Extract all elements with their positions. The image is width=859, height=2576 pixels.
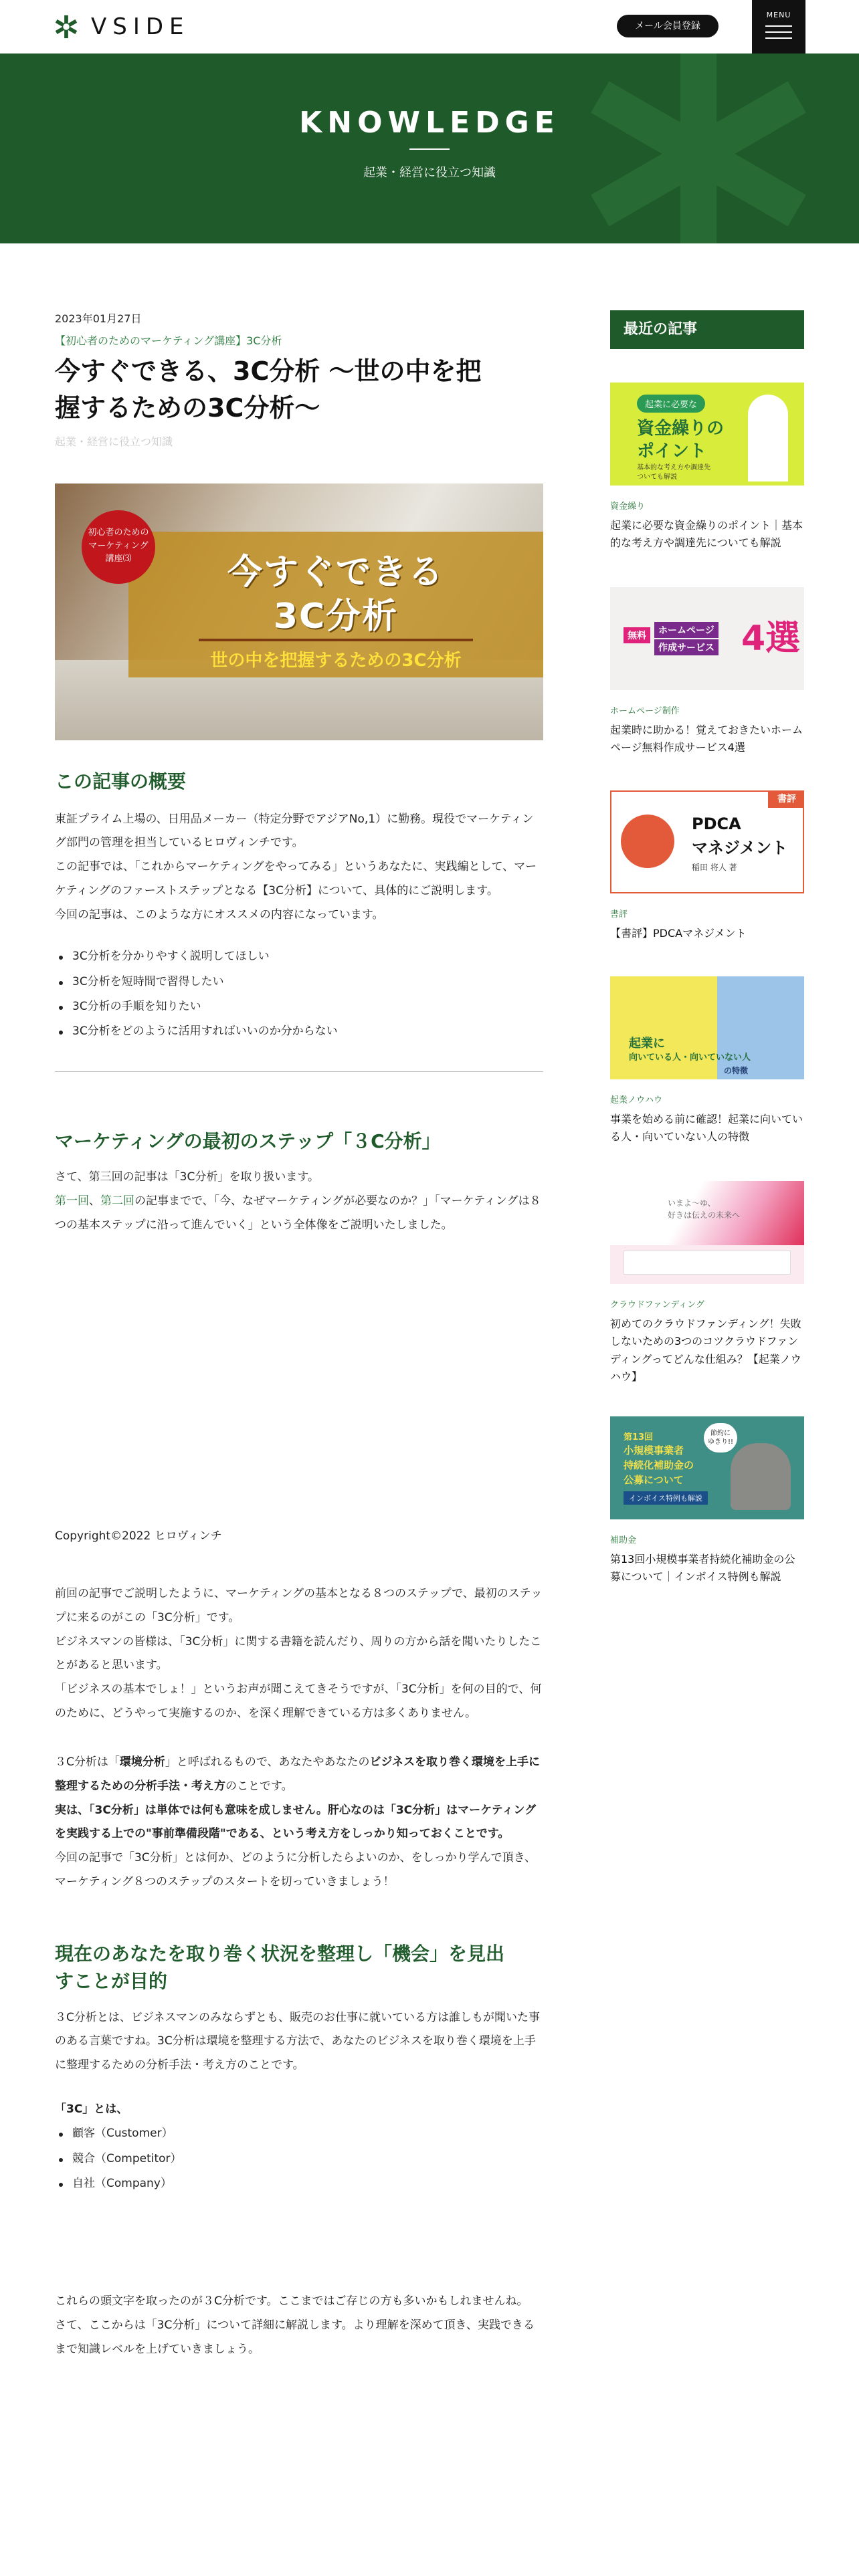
eyecatch-badge-line: マーケティング: [88, 540, 149, 551]
thumb-label: ゆきり!!: [707, 1438, 734, 1446]
post-thumbnail[interactable]: [610, 1181, 804, 1284]
section-heading: マーケティングの最初のステップ「３C分析」: [55, 1130, 441, 1152]
paragraph-text: の記事までで、「今、なぜマーケティングが必要なのか？」「マーケティングは８つの基本ステップに沿って進んでいく」という全体像をご説明いたしました。: [55, 1194, 541, 1232]
recent-post-card[interactable]: [610, 976, 804, 1146]
post-category[interactable]: 資金繰り: [610, 502, 646, 512]
list-title: 「3C」とは、: [55, 2102, 128, 2116]
brand-name: VSIDE: [91, 13, 190, 40]
paragraph: これらの頭文字を取ったのが３C分析です。ここまではご存じの方も多いかもしれませんね。: [55, 2294, 529, 2309]
post-category[interactable]: 補助金: [610, 1535, 637, 1545]
list-item: 3C分析を分かりやすく説明してほしい: [55, 944, 543, 969]
thumb-label: 公募について: [624, 1474, 684, 1486]
thumb-label: マネジメント: [692, 839, 788, 857]
thumb-label: ホームページ: [654, 622, 719, 638]
thumb-label: 稲田 将人 著: [692, 863, 737, 872]
hero-divider: [409, 148, 450, 150]
post-title[interactable]: 事業を始める前に確認！起業に向いている人・向いていない人の特徴: [610, 1113, 803, 1144]
article-title-line2: 握するための3C分析〜: [55, 393, 320, 423]
hero-logo-watermark-icon: [585, 53, 812, 243]
text: 」と呼ばれるもので、あなたやあなたの: [165, 1755, 370, 1769]
post-title[interactable]: 初めてのクラウドファンディング！失敗しないための3つのコツクラウドファンディングってどんな仕組み？【起業ノウハウ】: [610, 1317, 801, 1384]
article-title-line1: 今すぐできる、3C分析 〜世の中を把: [55, 356, 482, 386]
site-header: [0, 0, 859, 53]
post-thumbnail[interactable]: [610, 383, 804, 486]
hamburger-icon-line: [765, 37, 792, 39]
thumb-panel: [624, 1251, 791, 1275]
thumb-label: 起業に必要な: [637, 395, 705, 413]
paragraph: [55, 1751, 543, 1798]
thumb-label: 4選: [741, 619, 801, 659]
emphasis-text: 環境分析: [119, 1755, 165, 1769]
thumb-label: 資金繰りの: [637, 419, 725, 439]
article-date: 2023年01月27日: [55, 312, 142, 325]
paragraph: ビジネスマンの皆様は、「3C分析」に関する書籍を読んだり、周りの方から話を聞いたりしたことがあると思います。: [55, 1634, 542, 1673]
paragraph: 前回の記事でご説明したように、マーケティングの基本となる８つのステップで、最初のステップに来るのがこの「3C分析」です。: [55, 1587, 543, 1624]
link-part1[interactable]: 第一回: [55, 1194, 89, 1208]
eyecatch-rule: [199, 639, 473, 641]
thumb-label: 節約に: [710, 1430, 731, 1437]
thumb-label: 小規模事業者: [624, 1444, 684, 1457]
post-thumbnail[interactable]: [610, 1416, 804, 1519]
emphasis-text: ビジネスを取り巻く環境を上手に整理するための分析手法・考え方: [55, 1755, 541, 1793]
overview-paragraph: 東証プライム上場の、日用品メーカー（特定分野でアジアNo,1）に勤務。現役でマーケティング部門の管理を担当しているヒロヴィンチです。: [55, 812, 534, 850]
divider: [55, 1071, 543, 1072]
menu-label: MENU: [766, 11, 791, 19]
section-heading-line2: すことが目的: [55, 1969, 168, 1992]
thumb-label: 好きは伝えの未来へ: [668, 1210, 741, 1220]
eyecatch-badge-line: 初心者のための: [88, 528, 149, 538]
post-thumbnail[interactable]: [610, 587, 804, 690]
article: [55, 310, 543, 2362]
recent-post-card[interactable]: [610, 1416, 804, 1586]
recent-post-card[interactable]: [610, 587, 804, 757]
list-item: 3C分析をどのように活用すればいいのか分からない: [55, 1019, 543, 1044]
overview-heading: この記事の概要: [55, 770, 187, 793]
link-separator: 、: [89, 1194, 100, 1208]
list-item: 3C分析を短時間で習得したい: [55, 970, 543, 994]
thumb-label: いまよ〜ゆ、: [668, 1198, 716, 1208]
overview-paragraph: この記事では、「これからマーケティングをやってみる」というあなたに、実践編として、マーケティングのファーストステップとなる【3C分析】について、具体的にご説明します。: [55, 860, 537, 897]
pdca-cycle-icon: [621, 815, 674, 868]
article-series-link[interactable]: 【初心者のためのマーケティング講座】3C分析: [55, 334, 282, 347]
thumb-label: PDCA: [692, 815, 741, 833]
thumb-label: 作成サービス: [654, 639, 719, 655]
article-title: [55, 353, 543, 427]
eyecatch-headline-2: 3C分析: [273, 597, 399, 637]
post-title[interactable]: 起業時に助かる！覚えておきたいホームページ無料作成サービス4選: [610, 724, 803, 754]
logo-mark-icon: [54, 14, 79, 39]
list-item: 競合（Competitor）: [55, 2147, 543, 2171]
recent-post-card[interactable]: [610, 790, 804, 942]
elephant-icon: [731, 1443, 791, 1510]
list-item: 3C分析の手順を知りたい: [55, 994, 543, 1019]
hero-title: KNOWLEDGE: [299, 106, 560, 140]
text: ３C分析は「: [55, 1755, 120, 1769]
recent-post-card[interactable]: [610, 1181, 804, 1386]
link-part2[interactable]: 第二回: [100, 1194, 134, 1208]
section-heading-line1: 現在のあなたを取り巻く状況を整理し「機会」を見出: [55, 1943, 505, 1965]
thumb-label: 持続化補助金の: [624, 1459, 694, 1471]
list-item: 顧客（Customer）: [55, 2121, 543, 2146]
eyecatch-headline-1: 今すぐできる: [227, 552, 444, 593]
paragraph: 「ビジネスの基本でしょ！」というお声が聞こえてきそうですが、「3C分析」を何の目的で、何のために、どうやって実施するのか、を深く理解できている方は多くありません。: [55, 1682, 542, 1720]
paragraph: 今回の記事で「3C分析」とは何か、どのように分析したらよいのか、をしっかり学んで頂き、マーケティング８つのステップのスタートを切っていきましょう！: [55, 1851, 537, 1889]
list-item: 自社（Company）: [55, 2171, 543, 2196]
site-logo[interactable]: [54, 13, 190, 40]
eyecatch-subline: 世の中を把握するための3C分析: [210, 651, 462, 671]
hamburger-icon-line: [765, 31, 792, 33]
thumb-label: 向いている人・向いていない人: [629, 1053, 751, 1063]
text: のことです。: [225, 1779, 293, 1793]
menu-button[interactable]: [752, 0, 805, 53]
paragraph: [55, 1190, 543, 1237]
paragraph: ３C分析とは、ビジネスマンのみならずとも、販売のお仕事に就いている方は誰しもが聞いた事のある言葉ですね。3C分析は環境を整理する方法で、あなたのビジネスを取り巻く環境を上手に整理するための分析手法・考え方のことです。: [55, 2010, 541, 2072]
hamburger-icon: [765, 25, 792, 27]
thumb-label: 基本的な考え方や調達先: [637, 464, 710, 471]
emphasis-paragraph: 実は、「3C分析」は単体では何も意味を成しません。肝心なのは「3C分析」はマーケティングを実践する上での"事前準備段階"である、という考え方をしっかり知っておくことです。: [55, 1803, 537, 1841]
register-button[interactable]: メール会員登録: [617, 15, 719, 37]
post-title[interactable]: 起業に必要な資金繰りのポイント｜基本的な考え方や調達先についても解説: [610, 519, 803, 550]
thumb-label: 書評: [768, 790, 804, 808]
thumb-label: 起業に: [629, 1037, 665, 1051]
post-thumbnail[interactable]: [610, 790, 804, 893]
thumb-panel: [717, 976, 804, 1079]
thumb-label: 第13回: [624, 1432, 654, 1442]
post-title[interactable]: 【書評】PDCAマネジメント: [610, 927, 747, 940]
thumb-label: の特徴: [724, 1066, 749, 1075]
sidebar-recent-posts: [610, 310, 804, 1584]
post-thumbnail[interactable]: [610, 976, 804, 1079]
three-c-list: [55, 2121, 543, 2196]
post-category[interactable]: クラウドファンディング: [610, 1300, 705, 1310]
speech-bubble: [704, 1423, 737, 1453]
recent-post-card[interactable]: [610, 383, 804, 552]
thumb-label: 無料: [624, 627, 650, 643]
sidebar-heading: 最近の記事: [610, 310, 804, 349]
person-illustration-icon: [748, 395, 788, 481]
paragraph: さて、第三回の記事は「3C分析」を取り扱います。: [55, 1170, 319, 1184]
article-category[interactable]: 起業・経営に役立つ知識: [55, 435, 173, 449]
hero-banner: [0, 53, 859, 243]
article-eyecatch-image: [55, 484, 543, 740]
thumb-label: インボイス特例も解説: [624, 1491, 708, 1505]
post-category[interactable]: ホームページ制作: [610, 706, 680, 716]
section-heading: [55, 1941, 543, 1995]
thumb-label: ついても解説: [637, 473, 677, 481]
eyecatch-badge-line: 講座⑶: [105, 554, 132, 564]
post-category[interactable]: 起業ノウハウ: [610, 1095, 663, 1105]
hero-subtitle: 起業・経営に役立つ知識: [363, 166, 496, 180]
copyright-caption: Copyright©2022 ヒロヴィンチ: [55, 1529, 222, 1543]
thumb-label: ポイント: [637, 441, 707, 461]
recommend-list: [55, 944, 543, 1045]
post-category[interactable]: 書評: [610, 909, 628, 920]
paragraph: さて、ここからは「3C分析」について詳細に解説します。より理解を深めて頂き、実践できるまで知識レベルを上げていきましょう。: [55, 2319, 535, 2356]
overview-paragraph: 今回の記事は、このような方にオススメの内容になっています。: [55, 907, 384, 922]
post-title[interactable]: 第13回小規模事業者持続化補助金の公募について｜インボイス特例も解説: [610, 1553, 795, 1584]
